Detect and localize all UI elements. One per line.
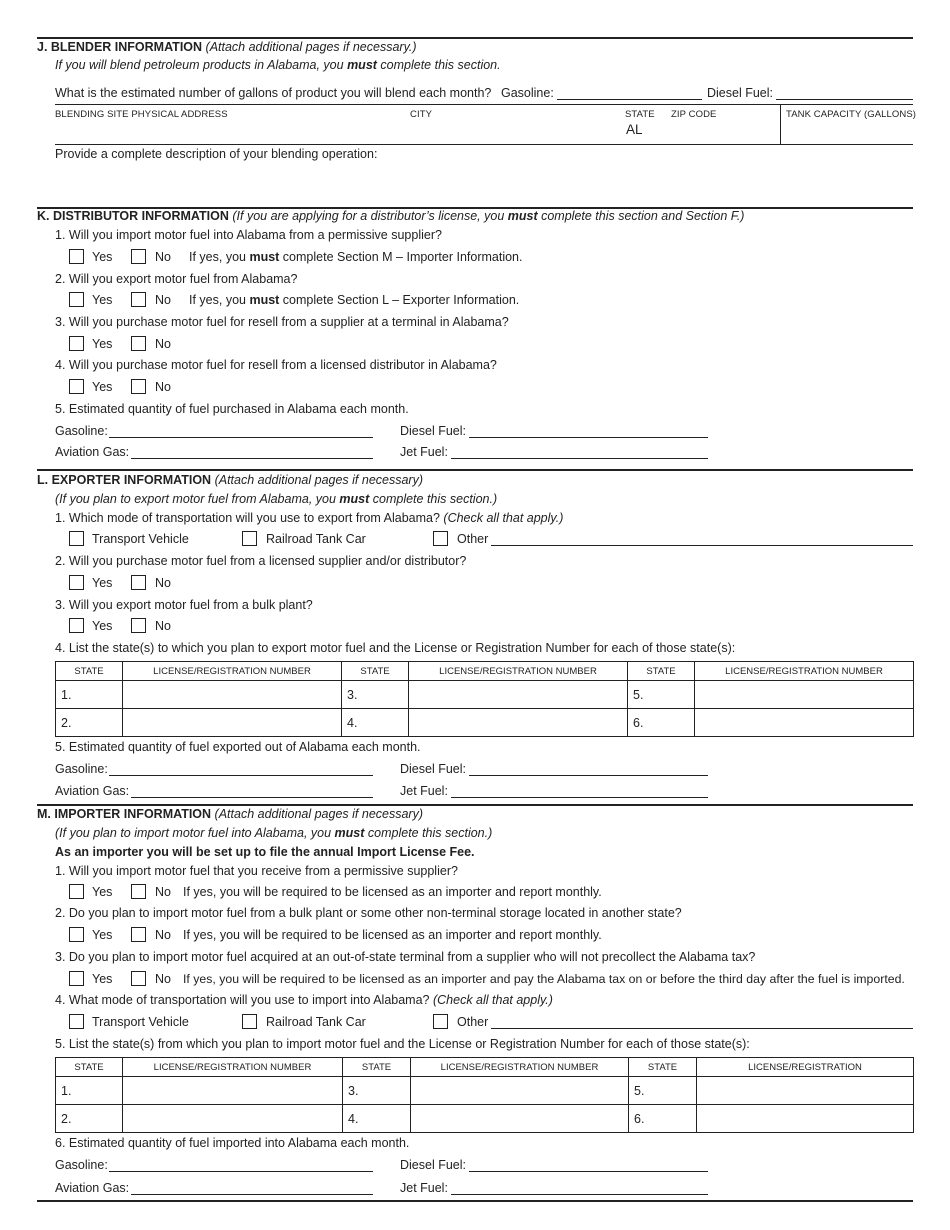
- m-q1-yes-checkbox[interactable]: [69, 884, 84, 899]
- m-rail-checkbox[interactable]: [242, 1014, 257, 1029]
- l-state-cell-2[interactable]: 2.: [56, 709, 123, 737]
- section-l-title: [37, 473, 423, 488]
- m-q3-yes-label: Yes: [92, 972, 113, 986]
- k-q1-yes-label: Yes: [92, 250, 113, 264]
- m-gasoline-label: Gasoline:: [55, 1158, 108, 1172]
- k-diesel-label: Diesel Fuel:: [400, 424, 466, 438]
- m-q4: 4. What mode of transportation will you use to import into Alabama? (Check all that apply.): [55, 993, 553, 1007]
- k-gasoline-field[interactable]: [109, 437, 373, 438]
- section-j-heading: J. BLENDER INFORMATION: [37, 40, 203, 54]
- j-address-top-line: [55, 104, 913, 105]
- l-q2: 2. Will you purchase motor fuel from a licensed supplier and/or distributor?: [55, 554, 467, 568]
- k-q5: 5. Estimated quantity of fuel purchased in Alabama each month.: [55, 402, 409, 416]
- section-m-title: [37, 807, 423, 822]
- section-m-heading: M. IMPORTER INFORMATION: [37, 807, 212, 821]
- m-diesel-field[interactable]: [469, 1171, 708, 1172]
- k-q3-yes-label: Yes: [92, 337, 113, 351]
- k-jet-label: Jet Fuel:: [400, 445, 448, 459]
- k-q2-no-checkbox[interactable]: [131, 292, 146, 307]
- l-th-license-1: LICENSE/REGISTRATION NUMBER: [123, 662, 342, 681]
- l-q3-yes-checkbox[interactable]: [69, 618, 84, 633]
- l-th-state-1: STATE: [56, 662, 123, 681]
- k-q4-no-checkbox[interactable]: [131, 379, 146, 394]
- m-th-state-3: STATE: [629, 1058, 697, 1077]
- section-j-note: (Attach additional pages if necessary.): [205, 40, 417, 54]
- l-state-cell-3[interactable]: 3.: [342, 681, 409, 709]
- k-q4-yes-label: Yes: [92, 380, 113, 394]
- m-q2-no-checkbox[interactable]: [131, 927, 146, 942]
- m-q1-no-checkbox[interactable]: [131, 884, 146, 899]
- m-aviation-label: Aviation Gas:: [55, 1181, 130, 1195]
- l-q3-yes-label: Yes: [92, 619, 113, 633]
- l-license-cell-5[interactable]: [695, 681, 914, 709]
- l-state-cell-4[interactable]: 4.: [342, 709, 409, 737]
- l-q2-yes-checkbox[interactable]: [69, 575, 84, 590]
- k-q2-yes-label: Yes: [92, 293, 113, 307]
- k-q3-no-checkbox[interactable]: [131, 336, 146, 351]
- l-diesel-field[interactable]: [469, 775, 708, 776]
- l-license-cell-6[interactable]: [695, 709, 914, 737]
- k-q2-note: If yes, you must complete Section L – Exporter Information.: [189, 293, 520, 307]
- m-q3-yes-checkbox[interactable]: [69, 971, 84, 986]
- section-l-top-rule: [37, 469, 913, 471]
- k-q3-no-label: No: [155, 337, 171, 351]
- k-q1-note: If yes, you must complete Section M – Importer Information.: [189, 250, 523, 264]
- l-state-cell-5[interactable]: 5.: [628, 681, 695, 709]
- l-other-label: Other: [457, 532, 489, 546]
- l-aviation-field[interactable]: [131, 797, 373, 798]
- l-th-license-2: LICENSE/REGISTRATION NUMBER: [409, 662, 628, 681]
- l-diesel-label: Diesel Fuel:: [400, 762, 466, 776]
- l-state-cell-6[interactable]: 6.: [628, 709, 695, 737]
- m-fee-note: As an importer you will be set up to file the annual Import License Fee.: [55, 845, 475, 859]
- k-jet-field[interactable]: [451, 458, 708, 459]
- m-diesel-label: Diesel Fuel:: [400, 1158, 466, 1172]
- l-q1: 1. Which mode of transportation will you use to export from Alabama? (Check all that apply.): [55, 511, 564, 525]
- m-license-cell-5[interactable]: [697, 1077, 914, 1105]
- m-q3-note: If yes, you will be required to be licensed as an importer and pay the Alabama tax on or before the third day after the fuel is imported.: [183, 972, 905, 986]
- m-state-cell-1[interactable]: 1.: [56, 1077, 123, 1105]
- section-m-top-rule: [37, 804, 913, 806]
- m-license-cell-4[interactable]: [411, 1105, 629, 1133]
- m-rail-label: Railroad Tank Car: [266, 1015, 366, 1029]
- l-jet-field[interactable]: [451, 797, 708, 798]
- l-rail-label: Railroad Tank Car: [266, 532, 366, 546]
- l-q3-no-label: No: [155, 619, 171, 633]
- l-license-cell-2[interactable]: [123, 709, 342, 737]
- l-q3-no-checkbox[interactable]: [131, 618, 146, 633]
- m-th-license-2: LICENSE/REGISTRATION NUMBER: [411, 1058, 629, 1077]
- l-q5: 5. Estimated quantity of fuel exported out of Alabama each month.: [55, 740, 421, 754]
- section-j-top-rule: [37, 37, 913, 39]
- k-diesel-field[interactable]: [469, 437, 708, 438]
- m-jet-field[interactable]: [451, 1194, 708, 1195]
- m-q2-yes-checkbox[interactable]: [69, 927, 84, 942]
- table-row: [56, 709, 914, 737]
- m-license-cell-3[interactable]: [411, 1077, 629, 1105]
- l-q2-yes-label: Yes: [92, 576, 113, 590]
- j-tank-divider: [780, 104, 781, 144]
- l-license-cell-3[interactable]: [409, 681, 628, 709]
- k-q2-no-label: No: [155, 293, 171, 307]
- l-q2-no-label: No: [155, 576, 171, 590]
- k-q2: 2. Will you export motor fuel from Alabama?: [55, 272, 298, 286]
- m-jet-label: Jet Fuel:: [400, 1181, 448, 1195]
- m-q2-yes-label: Yes: [92, 928, 113, 942]
- k-q3: 3. Will you purchase motor fuel for resell from a supplier at a terminal in Alabama?: [55, 315, 509, 329]
- m-q2-note: If yes, you will be required to be licensed as an importer and report monthly.: [183, 928, 602, 942]
- l-license-cell-4[interactable]: [409, 709, 628, 737]
- m-q1: 1. Will you import motor fuel that you receive from a permissive supplier?: [55, 864, 458, 878]
- m-state-cell-3[interactable]: 3.: [343, 1077, 411, 1105]
- j-description-question: Provide a complete description of your blending operation:: [55, 147, 378, 161]
- m-q1-no-label: No: [155, 885, 171, 899]
- l-q2-no-checkbox[interactable]: [131, 575, 146, 590]
- section-m-intro: (If you plan to import motor fuel into Alabama, you must complete this section.): [55, 826, 493, 840]
- j-gallons-question: What is the estimated number of gallons of product you will blend each month?: [55, 86, 492, 100]
- k-aviation-label: Aviation Gas:: [55, 445, 130, 459]
- l-other-checkbox[interactable]: [433, 531, 448, 546]
- m-th-state-2: STATE: [343, 1058, 411, 1077]
- k-q1-no-checkbox[interactable]: [131, 249, 146, 264]
- l-state-table: [55, 661, 914, 737]
- l-gasoline-field[interactable]: [109, 775, 373, 776]
- m-q1-yes-label: Yes: [92, 885, 113, 899]
- l-aviation-label: Aviation Gas:: [55, 784, 130, 798]
- m-q3-no-checkbox[interactable]: [131, 971, 146, 986]
- section-m-bottom-rule: [37, 1200, 913, 1202]
- l-transport-checkbox[interactable]: [69, 531, 84, 546]
- k-q1: 1. Will you import motor fuel into Alabama from a permissive supplier?: [55, 228, 442, 242]
- m-other-field[interactable]: [491, 1028, 913, 1029]
- l-gasoline-label: Gasoline:: [55, 762, 108, 776]
- j-city-label: CITY: [410, 109, 433, 120]
- j-diesel-label: Diesel Fuel:: [707, 86, 773, 100]
- l-jet-label: Jet Fuel:: [400, 784, 448, 798]
- l-transport-label: Transport Vehicle: [92, 532, 189, 546]
- k-aviation-field[interactable]: [131, 458, 373, 459]
- section-j-title: [37, 40, 417, 55]
- m-th-license-1: LICENSE/REGISTRATION NUMBER: [123, 1058, 343, 1077]
- section-k-title: K. DISTRIBUTOR INFORMATION (If you are applying for a distributor’s license, you must complete this section and Section F.): [37, 209, 745, 223]
- table-row: [56, 681, 914, 709]
- m-transport-label: Transport Vehicle: [92, 1015, 189, 1029]
- section-j-intro: If you will blend petroleum products in Alabama, you must complete this section.: [55, 58, 501, 72]
- m-state-cell-5[interactable]: 5.: [629, 1077, 697, 1105]
- m-gasoline-field[interactable]: [109, 1171, 373, 1172]
- j-state-value[interactable]: AL: [626, 122, 643, 137]
- l-q3: 3. Will you export motor fuel from a bulk plant?: [55, 598, 313, 612]
- j-state-label: STATE: [625, 109, 655, 120]
- j-tank-label: TANK CAPACITY (GALLONS): [786, 109, 917, 120]
- m-transport-checkbox[interactable]: [69, 1014, 84, 1029]
- m-th-license-3: LICENSE/REGISTRATION: [697, 1058, 914, 1077]
- section-l-intro: (If you plan to export motor fuel from Alabama, you must complete this section.): [55, 492, 498, 506]
- m-state-cell-4[interactable]: 4.: [343, 1105, 411, 1133]
- l-license-cell-1[interactable]: [123, 681, 342, 709]
- j-address-bottom-line: [55, 144, 913, 145]
- j-gasoline-field[interactable]: [557, 99, 702, 100]
- table-row: [56, 1077, 914, 1105]
- j-zip-label: ZIP CODE: [671, 109, 717, 120]
- l-q4: 4. List the state(s) to which you plan to export motor fuel and the License or Registration Number for each of those state(s):: [55, 641, 736, 655]
- m-license-cell-2[interactable]: [123, 1105, 343, 1133]
- l-th-state-3: STATE: [628, 662, 695, 681]
- k-q4: 4. Will you purchase motor fuel for resell from a licensed distributor in Alabama?: [55, 358, 497, 372]
- j-diesel-field[interactable]: [776, 99, 913, 100]
- m-license-cell-1[interactable]: [123, 1077, 343, 1105]
- m-q3-no-label: No: [155, 972, 171, 986]
- section-k-heading: K. DISTRIBUTOR INFORMATION: [37, 209, 229, 223]
- l-rail-checkbox[interactable]: [242, 531, 257, 546]
- k-q1-no-label: No: [155, 250, 171, 264]
- l-state-cell-1[interactable]: 1.: [56, 681, 123, 709]
- l-th-state-2: STATE: [342, 662, 409, 681]
- k-q4-no-label: No: [155, 380, 171, 394]
- k-q1-yes-checkbox[interactable]: [69, 249, 84, 264]
- l-other-field[interactable]: [491, 545, 913, 546]
- m-aviation-field[interactable]: [131, 1194, 373, 1195]
- k-q4-yes-checkbox[interactable]: [69, 379, 84, 394]
- l-th-license-3: LICENSE/REGISTRATION NUMBER: [695, 662, 914, 681]
- table-row: [56, 1105, 914, 1133]
- k-q2-yes-checkbox[interactable]: [69, 292, 84, 307]
- m-q3: 3. Do you plan to import motor fuel acquired at an out-of-state terminal from a supplier who will not precollect the Alabama tax?: [55, 950, 756, 964]
- m-q2: 2. Do you plan to import motor fuel from a bulk plant or some other non-terminal storage located in another state?: [55, 906, 682, 920]
- m-q1-note: If yes, you will be required to be licensed as an importer and report monthly.: [183, 885, 602, 899]
- m-state-cell-6[interactable]: 6.: [629, 1105, 697, 1133]
- j-site-address-label: BLENDING SITE PHYSICAL ADDRESS: [55, 109, 228, 120]
- m-other-checkbox[interactable]: [433, 1014, 448, 1029]
- m-other-label: Other: [457, 1015, 489, 1029]
- k-q3-yes-checkbox[interactable]: [69, 336, 84, 351]
- section-m-note: (Attach additional pages if necessary): [214, 807, 423, 821]
- m-q2-no-label: No: [155, 928, 171, 942]
- section-l-note: (Attach additional pages if necessary): [214, 473, 424, 487]
- m-q5: 5. List the state(s) from which you plan to import motor fuel and the License or Registration Number for each of those state(s):: [55, 1037, 750, 1051]
- m-license-cell-6[interactable]: [697, 1105, 914, 1133]
- m-th-state-1: STATE: [56, 1058, 123, 1077]
- k-gasoline-label: Gasoline:: [55, 424, 108, 438]
- section-l-heading: L. EXPORTER INFORMATION: [37, 473, 212, 487]
- j-gasoline-label: Gasoline:: [501, 86, 554, 100]
- m-state-table: [55, 1057, 914, 1133]
- m-state-cell-2[interactable]: 2.: [56, 1105, 123, 1133]
- m-q6: 6. Estimated quantity of fuel imported into Alabama each month.: [55, 1136, 410, 1150]
